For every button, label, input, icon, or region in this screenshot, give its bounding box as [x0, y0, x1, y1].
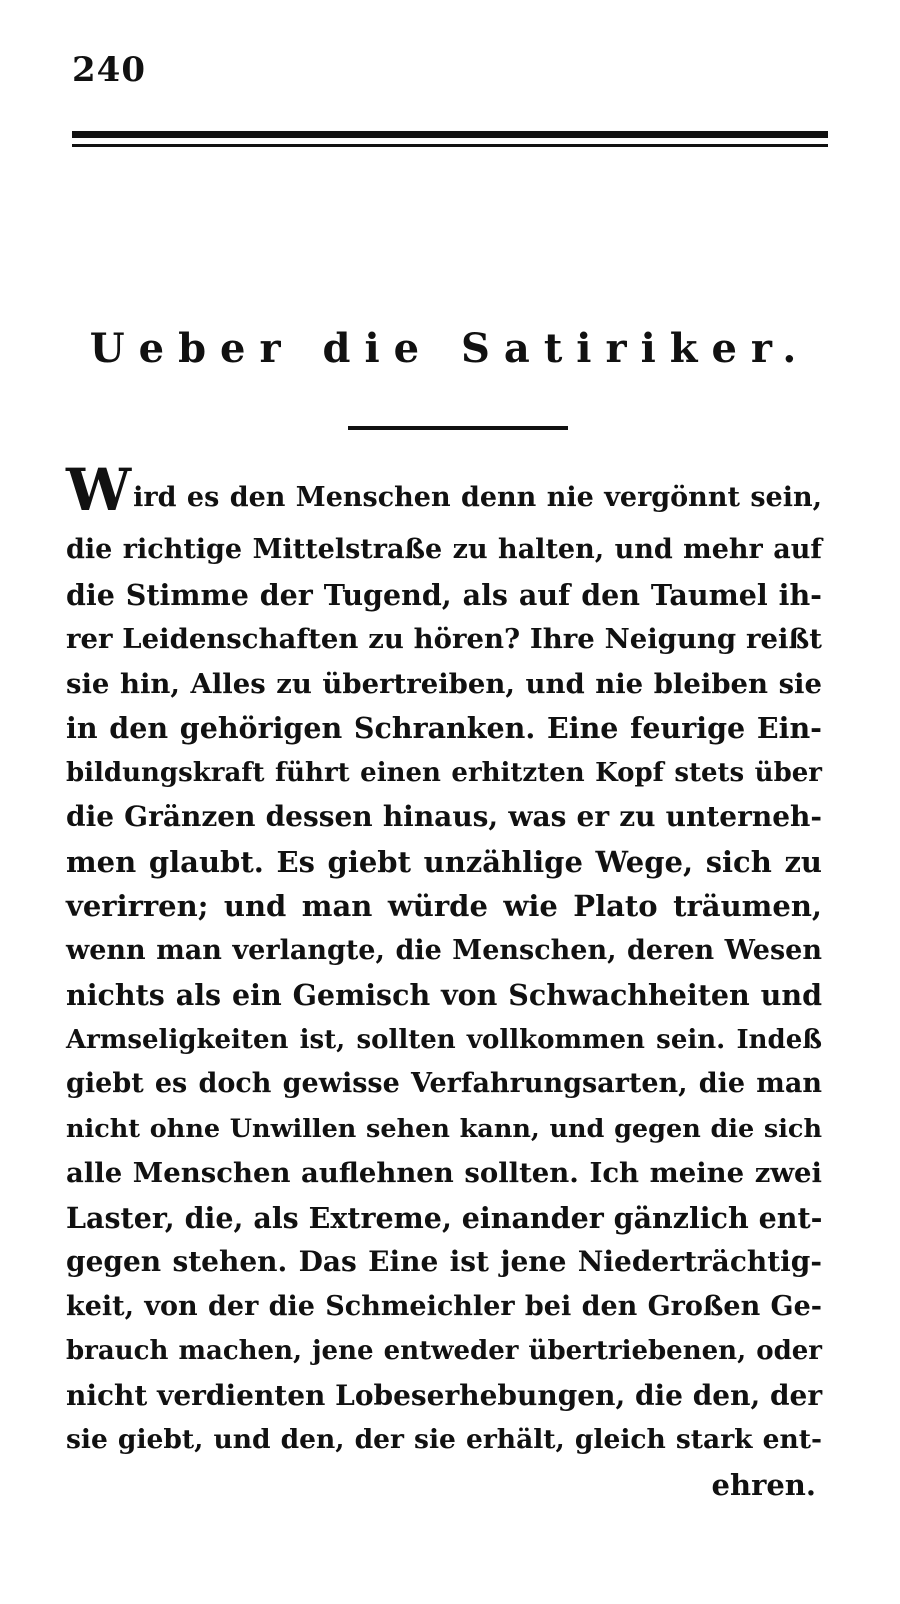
body-line: keit, von der die Schmeichler bei den Großen Ge-	[66, 1290, 822, 1322]
body-line: die richtige Mittelstraße zu halten, und mehr auf	[66, 534, 822, 565]
body-line: men glaubt. Es giebt unzählige Wege, sich zu	[66, 844, 822, 879]
body-line: gegen stehen. Das Eine ist jene Niederträchtig-	[66, 1245, 822, 1278]
header-rule-thin	[72, 144, 828, 147]
body-line: verirren; und man würde wie Plato träumen,	[66, 889, 822, 923]
body-line-last: ehren.	[711, 1467, 816, 1502]
body-line: nicht verdienten Lobeserhebungen, die den, der	[66, 1378, 823, 1412]
body-line: die Gränzen dessen hinaus, was er zu unterneh-	[66, 800, 822, 833]
chapter-title: Ueber die Satiriker.	[89, 325, 811, 372]
drop-cap: W	[66, 456, 132, 524]
page-number: 240	[72, 50, 146, 90]
body-line: wenn man verlangte, die Menschen, deren Wesen	[66, 934, 822, 966]
body-line: nicht ohne Unwillen sehen kann, und gegen die sich	[66, 1113, 822, 1144]
body-line: sie giebt, und den, der sie erhält, gleich stark ent-	[66, 1424, 822, 1455]
body-text	[66, 456, 823, 1507]
body-line: Laster, die, als Extreme, einander gänzlich ent-	[66, 1200, 823, 1235]
body-line: die Stimme der Tugend, als auf den Taumel ih-	[66, 577, 822, 612]
body-line: rer Leidenschaften zu hören? Ihre Neigung reißt	[66, 623, 822, 655]
header-rule-thick	[72, 131, 828, 138]
first-line-text: ird es den Menschen denn nie vergönnt sein,	[133, 482, 822, 513]
body-line: nichts als ein Gemisch von Schwachheiten und	[66, 978, 822, 1012]
body-line: sie hin, Alles zu übertreiben, und nie bleiben sie	[66, 667, 822, 700]
body-line: bildungskraft führt einen erhitzten Kopf stets über	[66, 757, 822, 788]
title-divider	[348, 426, 568, 430]
body-line: Armseligkeiten ist, sollten vollkommen sein. Indeß	[66, 1024, 822, 1055]
body-line: alle Menschen auflehnen sollten. Ich meine zwei	[66, 1157, 822, 1189]
body-line-1	[66, 456, 822, 528]
body-line: in den gehörigen Schranken. Eine feurige Ein-	[66, 711, 822, 745]
body-line: giebt es doch gewisse Verfahrungsarten, die man	[66, 1068, 822, 1099]
body-line: brauch machen, jene entweder übertriebenen, oder	[66, 1336, 822, 1366]
